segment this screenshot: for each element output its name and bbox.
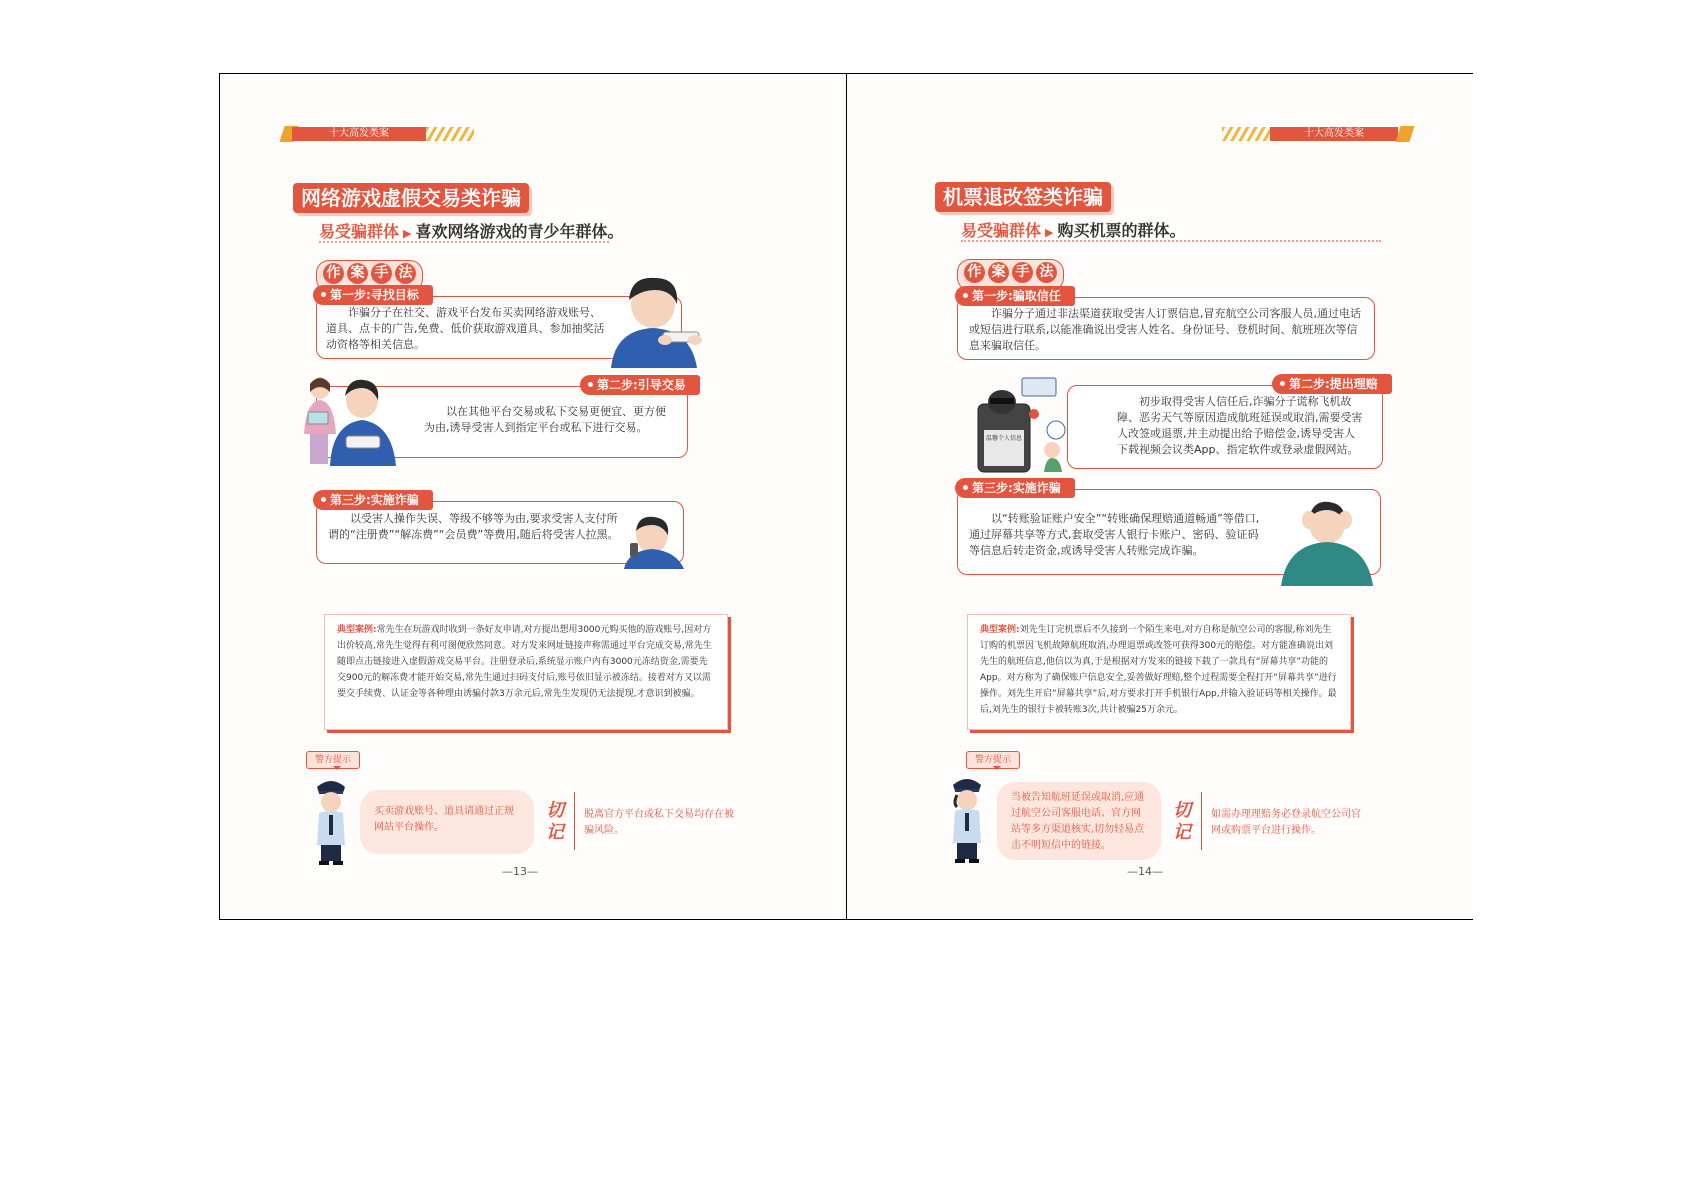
warning-bubble: 当被告知航班延误或取消,应通过航空公司客服电话、官方网站等多方渠道核实,切勿轻易点击不明短信中的链接。 (997, 782, 1161, 860)
page-13 (220, 74, 847, 919)
method-char: 手 (1012, 262, 1033, 283)
scammer-phone-illustration (972, 374, 1072, 474)
step-3-label: 第三步:实施诈骗 (955, 478, 1075, 498)
case-label: 典型案例: (980, 625, 1020, 635)
step-3-text: 以受害人操作失误、等级不够等为由,要求受害人支付所谓的“注册费”“解冻费”“会员费”等费用,随后将受害人拉黑。 (328, 512, 619, 541)
case-label: 典型案例: (337, 625, 377, 635)
dotted-divider (961, 240, 1381, 242)
qieji-text (1173, 800, 1193, 844)
case-box (324, 614, 728, 730)
qieji-text (546, 800, 566, 844)
target-group (961, 218, 1186, 241)
target-label: 易受骗群体 (319, 222, 400, 241)
step-3-label: 第三步:实施诈骗 (313, 490, 433, 510)
page-number: —13— (502, 865, 538, 878)
method-char: 案 (988, 262, 1009, 283)
step-3-text: 以“转账验证账户安全”“转账确保理赔通道畅通”等借口,通过屏幕共享等方式,套取受害人银行卡账户、密码、验证码等信息后转走资金,或诱导受害人转账完成诈骗。 (969, 512, 1260, 557)
target-label: 易受骗群体 (961, 221, 1042, 240)
page-14 (847, 74, 1473, 919)
document-spread (219, 73, 1473, 920)
case-text: 常先生在玩游戏时收到一条好友申请,对方提出想用3000元购买他的游戏账号,因对方出价较高,常先生觉得有利可图便欣然同意。对方发来网址链接声称需通过平台完成交易,常先生随即点击链接进入虚假游戏交易平台。注册登录后,系统显示账户内有3000元冻结资金,需要先交900元的解冻费才能开始交易,常先生通过扫码支付后,账号依旧显示被冻结。接着对方又以需要交手续费、认证金等各种理由诱骗付款3万余元后,常先生发现仍无法提现,才意识到被骗。 (337, 625, 712, 699)
qieji-char: 切 (546, 800, 564, 821)
step-1-label: 第一步:骗取信任 (955, 286, 1075, 306)
police-officer-illustration (309, 775, 353, 865)
page-number: —14— (1127, 865, 1163, 878)
distressed-man-illustration (1277, 498, 1377, 586)
police-tip-tag: 警方提示 (306, 751, 360, 769)
warning-bubble: 买卖游戏账号、道具请通过正规网站平台操作。 (360, 790, 534, 854)
case-box (967, 614, 1351, 730)
remind-text: 如需办理理赔务必登录航空公司官网或购票平台进行操作。 (1211, 809, 1361, 836)
target-group (319, 219, 624, 242)
target-text: 喜欢网络游戏的青少年群体。 (415, 222, 624, 241)
method-char: 作 (964, 262, 985, 283)
dotted-divider (319, 241, 609, 243)
method-char: 法 (1036, 262, 1057, 283)
header-band (280, 126, 470, 142)
header-stripes (1222, 127, 1270, 141)
qieji-char: 记 (1173, 822, 1191, 843)
remind-text: 脱离官方平台或私下交易均存在被骗风险。 (584, 809, 734, 836)
header-label: 十大高发类案 (292, 127, 426, 141)
step-2-label: 第二步:引导交易 (580, 375, 700, 395)
ribbon-flag-icon (1395, 126, 1414, 142)
case-text: 刘先生订完机票后不久接到一个陌生来电,对方自称是航空公司的客服,称刘先生订购的机票因飞机故障航班取消,办理退票或改签可获得300元的赔偿。对方能准确说出刘先生的航班信息,他信以为真,于是根据对方发来的链接下载了一款具有“屏幕共享”功能的App。对方称为了确保账户信息安全,妥善做好理赔,整个过程需要全程打开“屏幕共享”进行操作。刘先生开启“屏幕共享”后,对方要求打开手机银行App,并输入验证码等相关操作。最后,刘先生的银行卡被转账3次,共计被骗25万余元。 (980, 625, 1337, 715)
boy-playing-phone-illustration (605, 270, 705, 368)
header-band (1222, 126, 1412, 142)
method-char: 手 (371, 263, 392, 284)
vertical-divider (1201, 792, 1202, 850)
step-2-text: 初步取得受害人信任后,诈骗分子谎称飞机故障、恶劣天气等原因造成航班延误或取消,需要受害人改签或退票,并主动提出给予赔偿金,诱导受害人下载视频会议类App、指定软件或登录虚假网站。 (1117, 395, 1363, 456)
page-title: 网络游戏虚假交易类诈骗 (293, 183, 529, 213)
qieji-char: 切 (1173, 800, 1191, 821)
people-with-devices-illustration (300, 374, 400, 466)
police-tip-tag: 警方提示 (966, 751, 1020, 769)
step-1-text: 诈骗分子在社交、游戏平台发布买卖网络游戏账号、道具、点卡的广告,免费、低价获取游戏道具、参加抽奖活动资格等相关信息。 (326, 306, 605, 351)
method-char: 法 (395, 263, 416, 284)
boy-on-phone-illustration (624, 513, 688, 569)
step-1-label: 第一步:寻找目标 (313, 285, 433, 305)
method-char: 作 (323, 263, 344, 284)
target-text: 购买机票的群体。 (1057, 221, 1186, 240)
step-2-label: 第二步:提出理赔 (1272, 374, 1392, 394)
triangle-arrow-icon: ▶ (1045, 226, 1054, 239)
phone-screen-text: 温馨个人信息 (986, 435, 1023, 442)
vertical-divider (574, 792, 575, 850)
qieji-char: 记 (546, 822, 564, 843)
method-char: 案 (347, 263, 368, 284)
step-1-text: 诈骗分子通过非法渠道获取受害人订票信息,冒充航空公司客服人员,通过电话或短信进行联系,以能准确说出受害人姓名、身份证号、登机时间、航班班次等信息来骗取信任。 (969, 307, 1361, 352)
header-label: 十大高发类案 (1270, 127, 1398, 141)
step-2-text: 以在其他平台交易或私下交易更便宜、更方便为由,诱导受害人到指定平台或私下进行交易。 (424, 405, 666, 434)
triangle-arrow-icon: ▶ (403, 227, 412, 240)
page-title: 机票退改签类诈骗 (935, 182, 1111, 212)
header-stripes (426, 127, 474, 141)
policewoman-illustration (945, 773, 989, 863)
